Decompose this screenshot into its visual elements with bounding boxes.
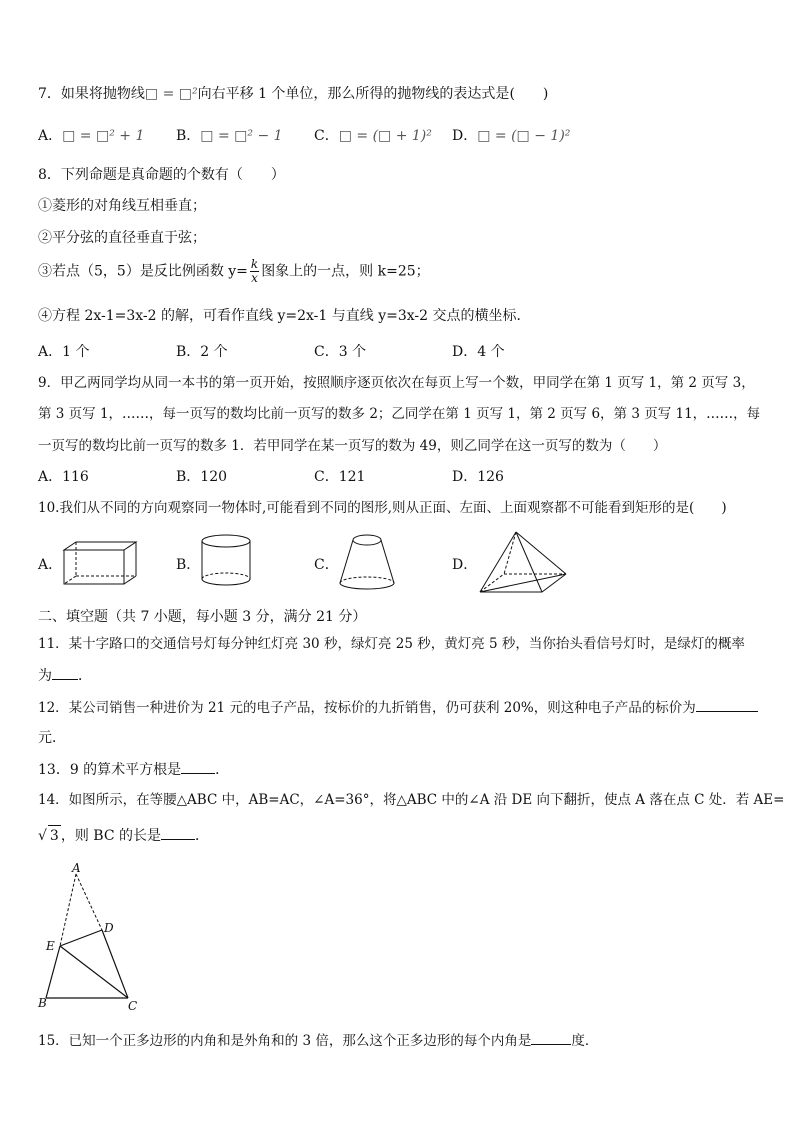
q8-option-a: A．1 个 [38,344,90,360]
q7-given-expr: □ = □² [144,86,198,102]
frustum-figure [338,533,396,591]
q8-option-b: B．2 个 [176,344,228,360]
section-heading: 二、填空题（共 7 小题，每小题 3 分，满分 21 分） [38,609,367,625]
q14-line-2: √ 3 ，则 BC 的长是 ． [38,825,209,846]
answer-blank[interactable] [52,665,78,680]
cuboid-figure [62,540,138,586]
q11-line-1: 11．某十字路口的交通信号灯每分钟红灯亮 30 秒，绿灯亮 25 秒，黄灯亮 5 秒，当你抬头看信号灯时，是绿灯的概率 [38,636,745,652]
q7-stem [38,84,548,104]
q8-stem: 8．下列命题是真命题的个数有（ ） [38,167,285,183]
answer-blank[interactable] [181,759,215,774]
q12-line-1: 12．某公司销售一种进价为 21 元的电子产品，按标价的九折销售，仍可获利 20%，则这种电子产品的标价为 [38,697,758,718]
sqrt-value: 3 [48,825,61,846]
q15-line: 15．已知一个正多边形的内角和是外角和的 3 倍，那么这个正多边形的每个内角是 度． [38,1030,598,1051]
q10-stem: 10.我们从不同的方向观察同一物体时,可能看到不同的图形,则从正面、左面、上面观察都不可能看到矩形的是( ) [38,500,727,516]
q9-line-1: 9．甲乙两同学均从同一本书的第一页开始，按照顺序逐页依次在每页上写一个数，甲同学在第 1 页写 1，第 2 页写 3， [38,375,755,391]
pyramid-figure [478,530,570,596]
q11-line-2: 为 ． [38,665,92,686]
q12-line-2: 元． [38,730,66,746]
q10-option-b-label: B． [176,557,201,573]
q10-option-d-label: D． [452,557,478,573]
q8-option-d: D．4 个 [452,344,505,360]
q7-option-a: A．□ = □² + 1 [38,128,145,144]
q7-option-b: B．□ = □² − 1 [176,128,283,144]
q9-line-2: 第 3 页写 1，……，每一页写的数均比前一页写的数多 2；乙同学在第 1 页写 1，第 2 页写 6，第 3 页写 11，……，每 [38,406,761,422]
triangle-figure [36,862,146,1012]
q13-line: 13．9 的算术平方根是 ． [38,759,229,780]
answer-blank[interactable] [161,825,195,840]
q7-answer-paren: ( ) [509,86,549,102]
q9-option-b: B．120 [176,469,228,485]
q10-option-a-label: A． [38,557,63,573]
q9-option-a: A．116 [38,469,89,485]
q8-option-c: C．3 个 [314,344,367,360]
q8-item-2: ②平分弦的直径垂直于弦； [38,230,206,246]
q9-option-c: C．121 [314,469,366,485]
q9-line-3: 一页写的数均比前一页写的数多 1．若甲同学在某一页写的数为 49，则乙同学在这一页写的数为（ ） [38,438,667,454]
q8-item-3: ③若点（5，5）是反比例函数 y= $\frac{k}{x}$ 图象上的一点，则 k=25； [38,257,430,285]
label-b: B [38,996,47,1010]
q7-option-d: D．□ = (□ − 1)² [452,128,571,144]
label-d: D [104,921,114,935]
q9-option-d: D．126 [452,469,504,485]
fraction-k-over-x: $\frac{k}{x}$ [250,257,259,285]
q8-item-1: ①菱形的对角线互相垂直； [38,198,206,214]
answer-blank[interactable] [531,1030,571,1045]
label-a: A [72,861,81,875]
label-e: E [46,939,55,953]
q7-option-c: C．□ = (□ + 1)² [314,128,432,144]
answer-blank[interactable] [696,697,758,712]
sqrt-symbol: √ [38,828,47,844]
label-c: C [128,999,138,1013]
q14-line-1: 14．如图所示，在等腰△ABC 中，AB=AC，∠A=36°，将△ABC 中的∠A 沿 DE 向下翻折，使点 A 落在点 C 处．若 AE= [38,792,785,808]
cylinder-figure [200,533,252,589]
q10-option-c-label: C． [314,557,339,573]
q8-item-4: ④方程 2x-1=3x-2 的解，可看作直线 y=2x-1 与直线 y=3x-2 交点的横坐标． [38,308,531,324]
q7-stem-suffix: 向右平移 1 个单位，那么所得的抛物线的表达式是 [197,86,510,102]
q7-stem-prefix: 7．如果将抛物线 [38,86,145,102]
